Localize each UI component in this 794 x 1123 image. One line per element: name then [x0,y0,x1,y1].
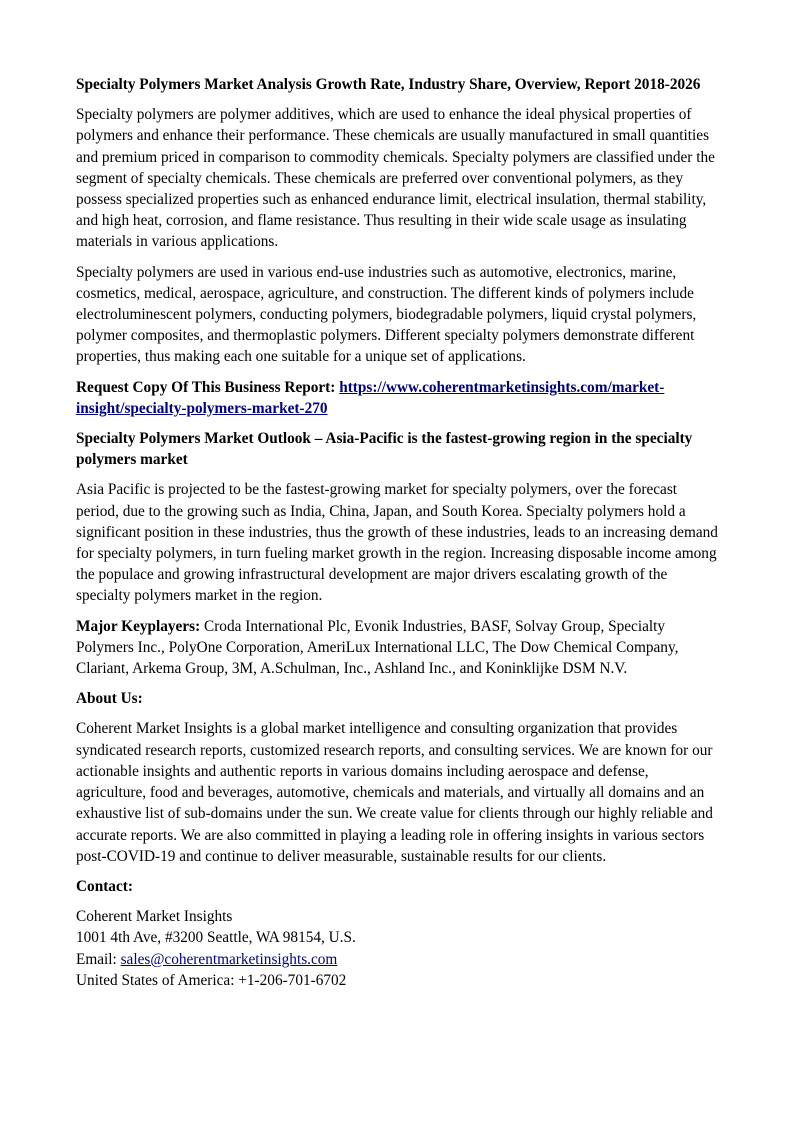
contact-phone: United States of America: +1-206-701-6702 [76,971,347,989]
report-link[interactable]: https://www.coherentmarketinsights.com/market-insight/specialty-polymers-market-270 [76,378,665,417]
about-paragraph: Coherent Market Insights is a global market intelligence and consulting organization that provides syndicated research reports, customized research reports, and consulting services. We are known for our actionable insights and authentic reports in various domains including aerospace and defense, agriculture, food and beverages, automotive, chemicals and materials, and virtually all domains and an exhaustive list of sub-domains under the sun. We create value for clients through our highly reliable and accurate reports. We are also committed in playing a leading role in offering insights in various sectors post-COVID-19 and continue to deliver measurable, sustainable results for our clients. [76,720,713,865]
request-copy-label: Request Copy Of This Business Report: [76,378,336,396]
document-page [76,74,720,991]
contact-company: Coherent Market Insights [76,908,233,926]
keyplayers-text: Croda International Plc, Evonik Industries, BASF, Solvay Group, Specialty Polymers Inc., PolyOne Corporation, AmeriLux International LLC, The Dow Chemical Company, Clariant, Arkema Group, 3M, A.Schulman, Inc., Ashland Inc., and Koninklijke DSM N.V. [76,617,679,678]
keyplayers-paragraph [76,616,720,680]
keyplayers-label: Major Keyplayers: [76,617,201,635]
contact-email-line [76,949,720,970]
outlook-heading: Specialty Polymers Market Outlook – Asia-Pacific is the fastest-growing region in the specialty polymers market [76,430,693,469]
request-copy-line [76,377,720,419]
contact-details [76,906,720,991]
intro-paragraph-2: Specialty polymers are used in various end-use industries such as automotive, electronics, marine, cosmetics, medical, aerospace, agriculture, and construction. The different kinds of polymers include electroluminescent polymers, conducting polymers, biodegradable polymers, liquid crystal polymers, polymer composites, and thermoplastic polymers. Different specialty polymers demonstrate different properties, thus making each one suitable for a unique set of applications. [76,263,697,366]
contact-email-link[interactable]: sales@coherentmarketinsights.com [120,950,338,968]
contact-email-label: Email: [76,950,121,968]
outlook-paragraph: Asia Pacific is projected to be the fastest-growing market for specialty polymers, over the forecast period, due to the growing such as India, China, Japan, and South Korea. Specialty polymers hold a significant position in these industries, thus the growth of these industries, leads to an increasing demand for specialty polymers, in turn fueling market growth in the region. Increasing disposable income among the populace and growing infrastructural development are major drivers escalating growth of the specialty polymers market in the region. [76,481,718,605]
intro-paragraph-1: Specialty polymers are polymer additives, which are used to enhance the ideal physical properties of polymers and enhance their performance. These chemicals are usually manufactured in small quantities and premium priced in comparison to commodity chemicals. Specialty polymers are classified under the segment of specialty chemicals. These chemicals are preferred over conventional polymers, as they possess specialized properties such as enhanced endurance limit, electrical insulation, thermal stability, and high heat, corrosion, and flame resistance. Thus resulting in their wide scale usage as insulating materials in various applications. [76,106,715,251]
about-heading: About Us: [76,690,143,708]
contact-heading: Contact: [76,877,133,895]
contact-address: 1001 4th Ave, #3200 Seattle, WA 98154, U.S. [76,929,356,947]
document-title: Specialty Polymers Market Analysis Growth Rate, Industry Share, Overview, Report 2018-2026 [76,76,701,93]
